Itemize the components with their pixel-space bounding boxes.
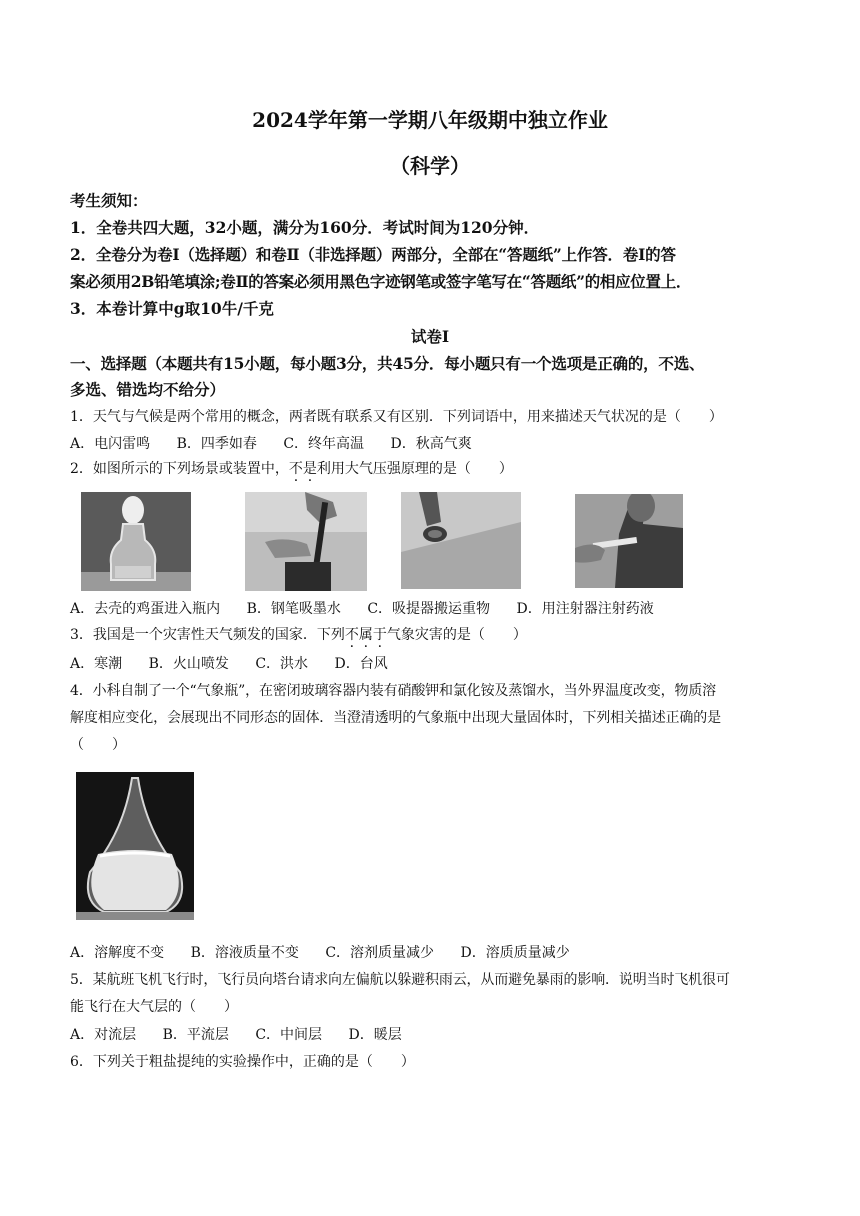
q5-option-b: B．平流层 [162,1027,229,1043]
q4-option-c: C．溶剂质量减少 [325,945,435,961]
q4-option-a: A．溶解度不变 [70,945,165,961]
emphasis-char: 属 [358,627,373,643]
emphasis-char: 于 [372,627,387,643]
q2-option-a: A．去壳的鸡蛋进入瓶内 [70,601,221,617]
syringe-injection-photo [575,494,683,588]
paper-label: 试卷Ⅰ [410,327,450,346]
emphasis-char: 是 [302,461,317,477]
q3-option-a: A．寒潮 [70,656,123,672]
section-heading-line2: 多选、错选均不给分） [70,380,226,399]
question-4-line2: 解度相应变化，会展现出不同形态的固体．当澄清透明的气象瓶中出现大量固体时，下列相关描述正确的是 [70,710,721,726]
q2-option-d: D．用注射器注射药液 [516,601,654,617]
question-5-line1: 5．某航班飞机飞行时，飞行员向塔台请求向左偏航以躲避积雨云，从而避免暴雨的影响．说明当时飞机很可 [70,972,730,988]
emphasis-char: 不 [288,461,303,477]
q1-option-b: B．四季如春 [176,436,257,452]
notice-item-3: 3．本卷计算中g取10牛/千克 [70,299,274,318]
question-1-text: 1．天气与气候是两个常用的概念，两者既有联系又有区别．下列词语中，用来描述天气状况的是（ ） [70,409,723,425]
notice-heading: 考生须知： [70,191,148,210]
fountain-pen-photo [245,492,367,591]
q1-option-c: C．终年高温 [283,436,365,452]
q1-option-d: D．秋高气爽 [390,436,472,452]
suction-lifter-photo [401,492,521,589]
q5-option-a: A．对流层 [70,1027,137,1043]
question-4-line1: 4．小科自制了一个“气象瓶”，在密闭玻璃容器内装有硝酸钾和氯化铵及蒸馏水，当外界温度改变，物质溶 [70,683,717,699]
q3-option-b: B．火山喷发 [148,656,229,672]
notice-item-2-line1: 2．全卷分为卷Ⅰ（选择题）和卷Ⅱ（非选择题）两部分，全部在“答题纸”上作答．卷Ⅰ的答 [70,245,676,264]
q5-option-d: D．暖层 [348,1027,402,1043]
q2-emphasis [289,461,317,477]
q5-option-c: C．中间层 [255,1027,323,1043]
q2-option-b: B．钢笔吸墨水 [246,601,341,617]
question-5-line2: 能飞行在大气层的（ ） [70,999,238,1015]
section-heading-line1: 一、选择题（本题共有15小题，每小题3分，共45分．每小题只有一个选项是正确的，不选、 [70,354,705,373]
page-subtitle: （科学） [390,154,470,178]
weather-bottle-photo [76,772,194,920]
q4-option-b: B．溶液质量不变 [190,945,299,961]
q3-option-c: C．洪水 [255,656,309,672]
question-1-options [70,433,494,453]
question-2-text: 2．如图所示的下列场景或装置中，不是利用大气压强原理的是（ ） [70,461,513,477]
egg-bottle-photo [81,492,191,591]
q4-option-d: D．溶质质量减少 [460,945,570,961]
notice-item-2-line2: 案必须用2B铅笔填涂;卷Ⅱ的答案必须用黑色字迹钢笔或签字笔写在“答题纸”的相应位置上． [70,272,692,291]
q3-option-d: D．台风 [334,656,388,672]
page-title: 2024学年第一学期八年级期中独立作业 [252,108,608,132]
q3-emphasis [345,627,387,643]
question-6-text: 6．下列关于粗盐提纯的实验操作中，正确的是（ ） [70,1054,415,1070]
notice-item-1: 1．全卷共四大题，32小题，满分为160分．考试时间为120分钟． [70,218,540,237]
question-2-options [70,598,676,618]
question-5-options [70,1024,424,1044]
question-4-line3: （ ） [70,737,126,753]
emphasis-char: 不 [344,627,359,643]
q1-option-a: A．电闪雷鸣 [70,436,151,452]
q2-option-c: C．吸提器搬运重物 [367,601,491,617]
question-3-text: 3．我国是一个灾害性天气频发的国家．下列不属于气象灾害的是（ ） [70,627,527,643]
question-3-options [70,653,410,673]
question-4-options [70,942,592,962]
